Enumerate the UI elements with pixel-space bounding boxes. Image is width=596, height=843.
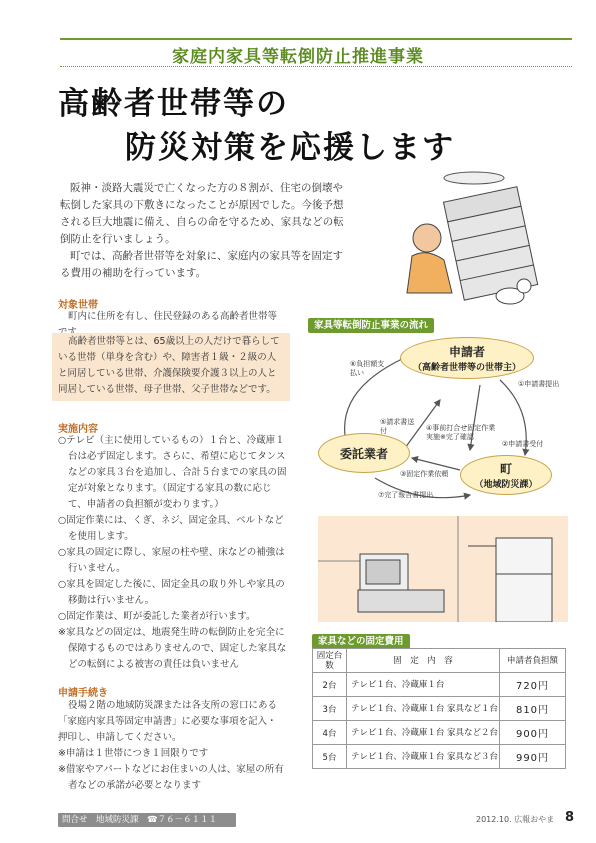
flow-step-3: ③固定作業依頼 — [400, 470, 449, 478]
flow-step-6: ⑥負担額支払い — [350, 360, 385, 377]
series-rule — [60, 66, 572, 67]
table-row: 3台 テレビ１台、冷蔵庫１台 家具など１台 810円 — [313, 697, 566, 721]
series-title: 家庭内家具等転倒防止推進事業 — [172, 47, 424, 67]
header-desc: 固 定 内 容 — [347, 649, 500, 673]
list-item: ※家具などの固定は、地震発生時の転倒防止を完全に保障するものではありませんので、固定した家具などの転倒による被害の責任は負いません — [58, 627, 287, 670]
details-heading: 実施内容 — [58, 424, 98, 435]
flow-step-5: ⑤請求書送付 — [380, 418, 415, 435]
applicant-node: 申請者 （高齢者世帯等の世帯主） — [400, 337, 534, 379]
details-list — [58, 433, 290, 673]
list-item: ○家具の固定に際し、家屋の柱や壁、床などの補強は行いません。 — [58, 547, 285, 574]
intro-text: 阪神・淡路大震災で亡くなった方の８割が、住宅の倒壊や 転倒した家具の下敷きになったことが原因でした。今後予想 される巨大地震に備え、自らの命を守るため、家具などの転 倒防止を行いましょう。 町では、高齢者世帯等を対象に、家庭内の家具等を固定す る費用の補助を行っています。 — [60, 182, 344, 279]
cost-title: 家具などの固定費用 — [312, 629, 410, 648]
issue-label: 2012.10. 広報おやま — [476, 815, 555, 824]
page-number: 8 — [565, 810, 575, 825]
table-header-row — [313, 649, 566, 673]
apply-heading: 申請手続き — [58, 688, 108, 699]
list-item: ○テレビ（主に使用しているもの）１台と、冷蔵庫１台は必ず固定します。さらに、希望に応じてタンスなどの家具３台を追加し、合計５台までの家具の固定が対象となります。（固定する家具の数に応じて、申請者の負担額が変わります。） — [58, 435, 287, 510]
town-node: 町 （地域防災課） — [460, 455, 552, 495]
flow-step-2: ②申請書受付 — [502, 440, 544, 448]
list-item: ○固定作業は、町が委託した業者が行います。 — [58, 611, 256, 622]
cost-table — [312, 648, 566, 769]
top-rule — [60, 38, 572, 40]
table-row: 5台 テレビ１台、冷蔵庫１台 家具など３台 990円 — [313, 745, 566, 769]
target-text: 町内に住所を有し、住民登録のある高齢者世帯等 — [68, 311, 278, 322]
vendor-node: 委託業者 — [318, 433, 410, 473]
main-title-line1: 高齢者世帯等の — [58, 86, 289, 122]
header-fee: 申請者負担額 — [500, 649, 566, 673]
header-count: 固定台数 — [313, 649, 347, 673]
apply-notes — [58, 746, 290, 794]
main-title-line2: 防災対策を応援します — [125, 130, 455, 166]
flow-step-1: ①申請書提出 — [518, 380, 560, 388]
flow-step-7: ⑦完了報告書提出 — [378, 491, 434, 499]
falling-furniture-illustration — [382, 168, 552, 308]
list-item: ※借家やアパートなどにお住まいの人は、家屋の所有者などの承諾が必要となります — [58, 764, 284, 791]
apply-text: 役場２階の地域防災課または各支所の窓口にある 「家庭内家具等固定申請書」に必要な事項を記入・ 押印し、申請してください。 — [58, 700, 278, 743]
flow-step-4: ④事前打合せ固定作業実施※完了確認 — [426, 424, 496, 441]
list-item: ※申請は１世帯につき１回限りです — [58, 748, 209, 759]
target-heading: 対象世帯 — [58, 300, 98, 311]
table-row: 4台 テレビ１台、冷蔵庫１台 家具など２台 900円 — [313, 721, 566, 745]
fixed-furniture-illustration — [318, 516, 568, 622]
list-item: ○家具を固定した後に、固定金具の取り外しや家具の移動は行いません。 — [58, 579, 285, 606]
flow-title: 家具等転倒防止事業の流れ — [308, 313, 434, 332]
contact-footer: 問合せ 地域防災課 ☎７６－６１１１ — [58, 813, 236, 827]
table-row: 2台 テレビ１台、冷蔵庫１台 720円 — [313, 673, 566, 697]
list-item: ○固定作業には、くぎ、ネジ、固定金具、ベルトなどを使用します。 — [58, 515, 284, 542]
target-definition-text: 高齢者世帯等とは、65歳以上の人だけで暮らして いる世帯（単身を含む）や、障害者１級・２級の人 と同居している世帯、介護保険要介護３以上の人と 同居している世帯、母子世帯、父子世帯などです。 — [58, 336, 280, 395]
